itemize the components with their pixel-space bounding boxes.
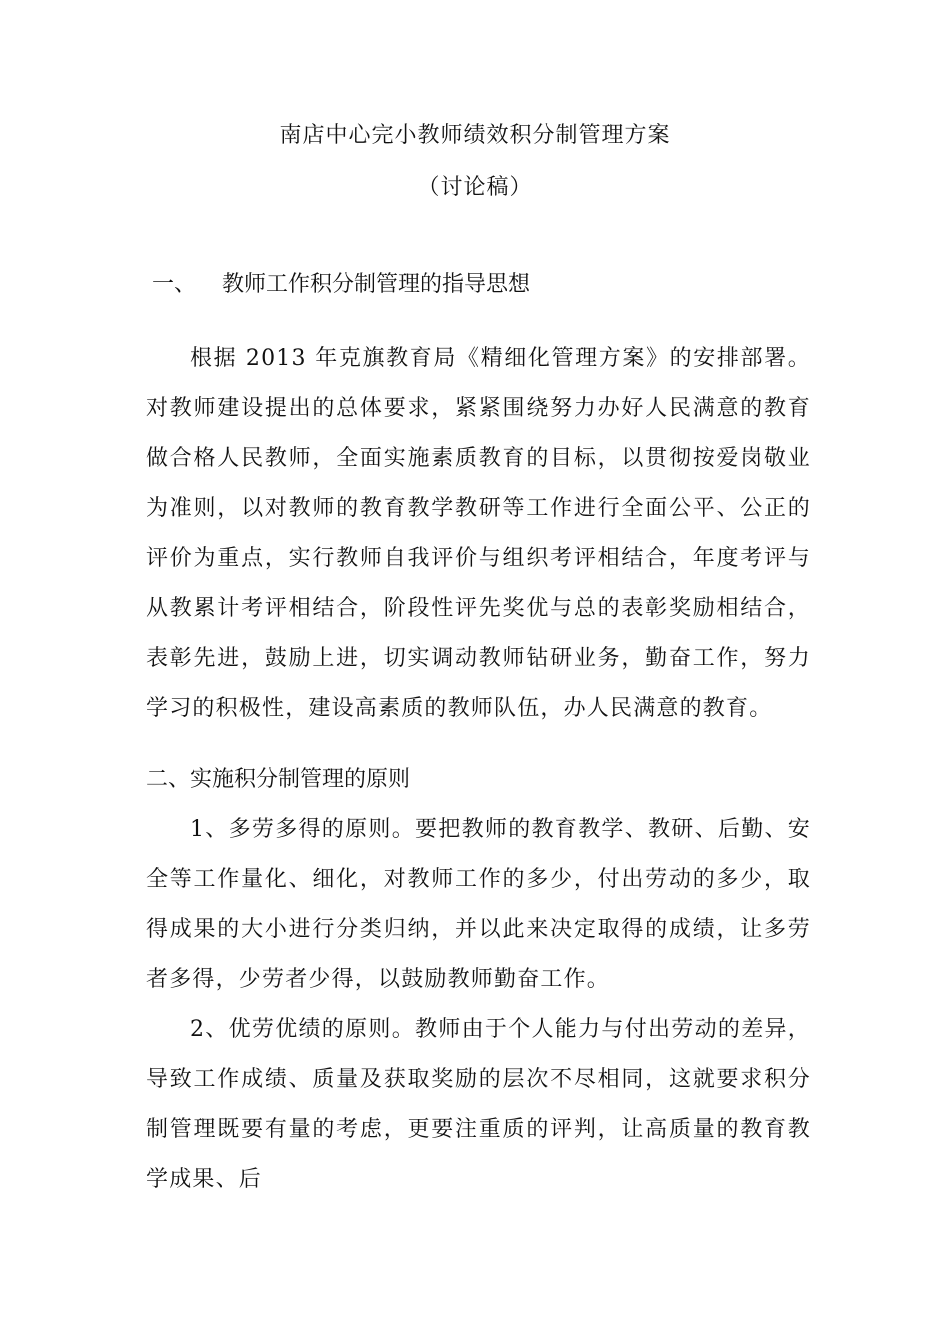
- section-2-item-1: 1、多劳多得的原则。要把教师的教育教学、教研、后勤、安全等工作量化、细化，对教师工作的多少，付出劳动的多少，取得成果的大小进行分类归纳，并以此来决定取得的成绩，让多劳者多得，少劳者少得，以鼓励教师勤奋工作。: [146, 817, 811, 992]
- section-1-heading: [152, 270, 530, 300]
- document-subtitle: （讨论稿）: [417, 175, 533, 200]
- section-1-heading-text: 教师工作积分制管理的指导思想: [222, 272, 531, 297]
- section-2-heading: 二、实施积分制管理的原则: [146, 767, 411, 792]
- section-2-item-2: 2、优劳优绩的原则。教师由于个人能力与付出劳动的差异，导致工作成绩、质量及获取奖励的层次不尽相同，这就要求积分制管理既要有量的考虑，更要注重质的评判，让高质量的教育教学成果、后: [146, 1017, 811, 1192]
- document-title: 南店中心完小教师绩效积分制管理方案: [279, 123, 671, 148]
- section-1-paragraph: 根据 2013 年克旗教育局《精细化管理方案》的安排部署。对教师建设提出的总体要求，紧紧围绕努力办好人民满意的教育做合格人民教师，全面实施素质教育的目标，以贯彻按爱岗敬业为准则，以对教师的教育教学教研等工作进行全面公平、公正的评价为重点，实行教师自我评价与组织考评相结合，年度考评与从教累计考评相结合，阶段性评先奖优与总的表彰奖励相结合，表彰先进，鼓励上进，切实调动教师钻研业务，勤奋工作，努力学习的积极性，建设高素质的教师队伍，办人民满意的教育。: [146, 346, 811, 721]
- section-1-number: 一、: [152, 272, 197, 297]
